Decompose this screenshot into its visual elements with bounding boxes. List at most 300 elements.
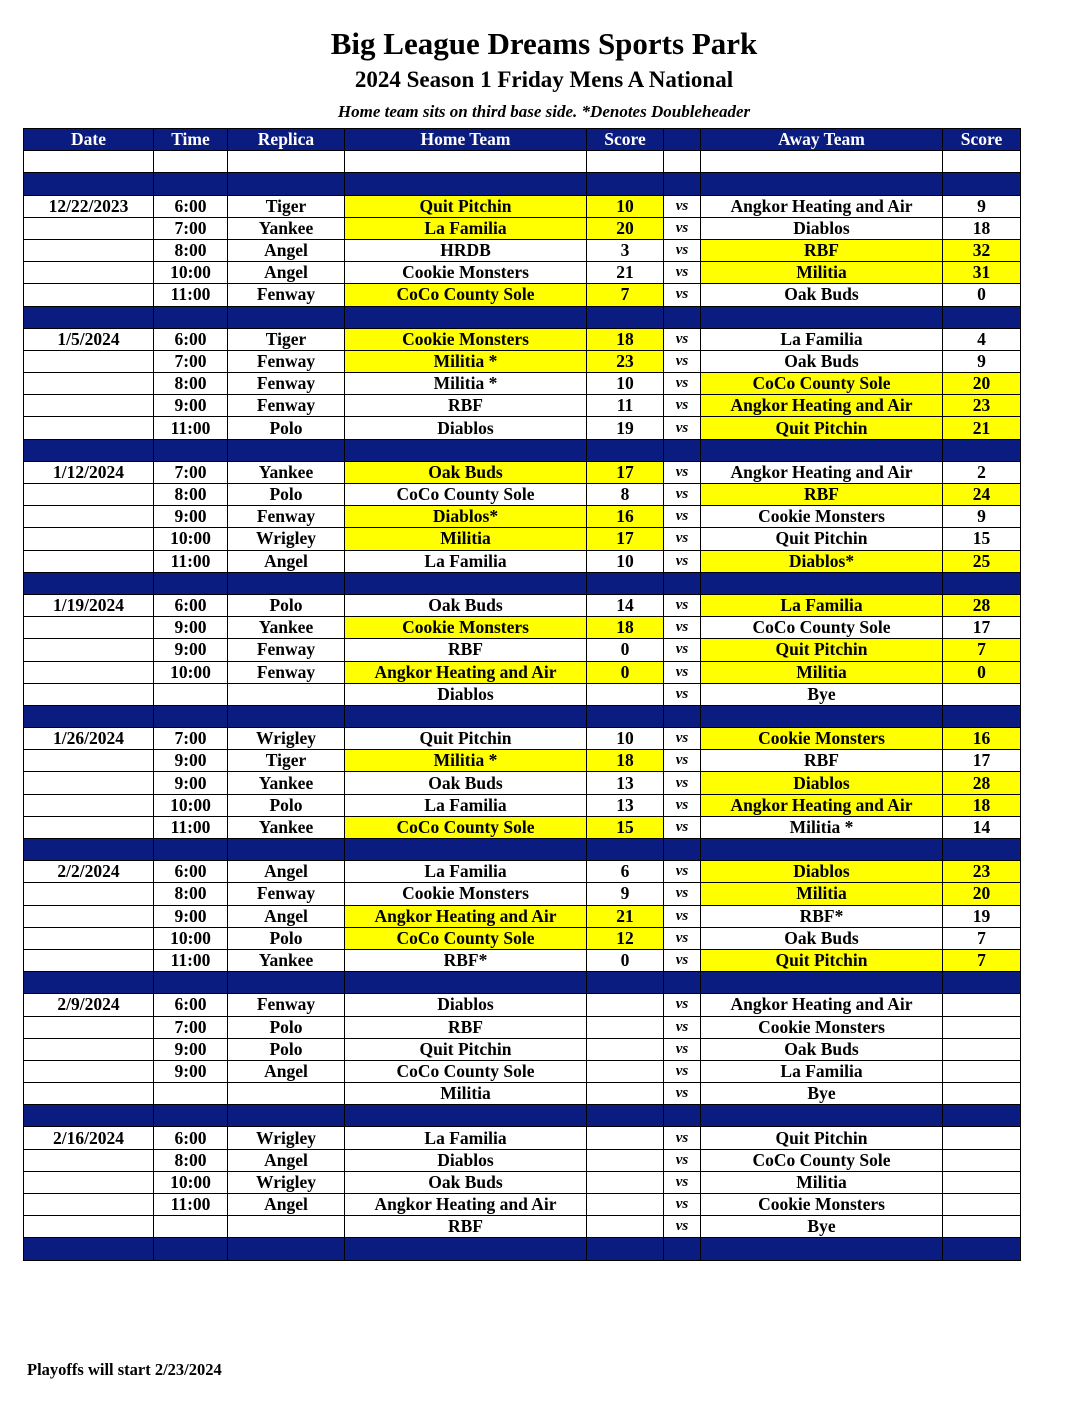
away-team: CoCo County Sole [701, 373, 943, 395]
game-row [24, 195, 1021, 217]
separator-cell [664, 1238, 701, 1260]
vs-label: vs [664, 461, 701, 483]
game-row [24, 1194, 1021, 1216]
separator-cell [154, 839, 228, 861]
separator-cell [24, 173, 154, 195]
separator-cell [664, 705, 701, 727]
away-score: 21 [943, 417, 1021, 439]
home-score [587, 1171, 664, 1193]
separator-cell [228, 173, 345, 195]
game-row [24, 217, 1021, 239]
game-replica: Tiger [228, 328, 345, 350]
game-row [24, 1083, 1021, 1105]
game-time: 10:00 [154, 927, 228, 949]
away-team: Quit Pitchin [701, 528, 943, 550]
away-score [943, 1194, 1021, 1216]
game-row [24, 1149, 1021, 1171]
away-score: 16 [943, 728, 1021, 750]
away-score [943, 1016, 1021, 1038]
game-time: 11:00 [154, 1194, 228, 1216]
away-team: Angkor Heating and Air [701, 994, 943, 1016]
home-team: Diablos [345, 994, 587, 1016]
game-replica: Angel [228, 861, 345, 883]
col-header-time: Time [154, 129, 228, 151]
vs-label: vs [664, 661, 701, 683]
separator-cell [701, 972, 943, 994]
home-team: CoCo County Sole [345, 816, 587, 838]
separator-cell [664, 306, 701, 328]
home-team: Militia * [345, 750, 587, 772]
week-separator-row [24, 1105, 1021, 1127]
separator-cell [701, 839, 943, 861]
game-date [24, 1016, 154, 1038]
home-score: 16 [587, 506, 664, 528]
game-time: 9:00 [154, 905, 228, 927]
vs-label: vs [664, 750, 701, 772]
home-score [587, 1016, 664, 1038]
game-time: 6:00 [154, 861, 228, 883]
game-date [24, 417, 154, 439]
separator-cell [587, 306, 664, 328]
vs-label: vs [664, 1083, 701, 1105]
game-replica: Yankee [228, 949, 345, 971]
game-replica: Wrigley [228, 728, 345, 750]
page-subtitle: 2024 Season 1 Friday Mens A National [354, 67, 734, 92]
away-team: Quit Pitchin [701, 417, 943, 439]
home-score: 6 [587, 861, 664, 883]
game-replica [228, 1216, 345, 1238]
game-time: 7:00 [154, 217, 228, 239]
home-score: 8 [587, 484, 664, 506]
vs-label: vs [664, 1149, 701, 1171]
home-score: 7 [587, 284, 664, 306]
game-time [154, 683, 228, 705]
game-row [24, 239, 1021, 261]
away-team: Cookie Monsters [701, 506, 943, 528]
away-team: Militia [701, 661, 943, 683]
home-score: 10 [587, 550, 664, 572]
away-team: Quit Pitchin [701, 639, 943, 661]
away-score: 23 [943, 395, 1021, 417]
away-team: Angkor Heating and Air [701, 461, 943, 483]
home-team: Quit Pitchin [345, 1038, 587, 1060]
home-team: RBF [345, 639, 587, 661]
away-team: Angkor Heating and Air [701, 395, 943, 417]
away-score: 9 [943, 195, 1021, 217]
away-score: 15 [943, 528, 1021, 550]
game-replica: Angel [228, 550, 345, 572]
separator-cell [943, 306, 1021, 328]
game-date [24, 550, 154, 572]
separator-cell [345, 173, 587, 195]
game-row [24, 550, 1021, 572]
away-team: Cookie Monsters [701, 728, 943, 750]
game-row [24, 484, 1021, 506]
game-row [24, 861, 1021, 883]
game-row [24, 1171, 1021, 1193]
separator-cell [228, 439, 345, 461]
game-replica: Wrigley [228, 1171, 345, 1193]
week-separator-row [24, 839, 1021, 861]
game-date: 2/9/2024 [24, 994, 154, 1016]
col-header-vs [664, 129, 701, 151]
separator-cell [154, 306, 228, 328]
vs-label: vs [664, 883, 701, 905]
game-row [24, 772, 1021, 794]
away-team: CoCo County Sole [701, 617, 943, 639]
separator-cell [24, 1105, 154, 1127]
col-header-away-team: Away Team [701, 129, 943, 151]
separator-cell [943, 439, 1021, 461]
away-score: 18 [943, 217, 1021, 239]
away-team: La Familia [701, 594, 943, 616]
vs-label: vs [664, 217, 701, 239]
home-score: 18 [587, 750, 664, 772]
away-score [943, 994, 1021, 1016]
game-row [24, 528, 1021, 550]
game-time: 11:00 [154, 550, 228, 572]
vs-label: vs [664, 195, 701, 217]
home-team: Militia [345, 528, 587, 550]
away-team: Diablos [701, 861, 943, 883]
home-team: RBF [345, 395, 587, 417]
separator-cell [701, 705, 943, 727]
vs-label: vs [664, 550, 701, 572]
game-row [24, 1060, 1021, 1082]
vs-label: vs [664, 816, 701, 838]
game-time: 10:00 [154, 528, 228, 550]
game-replica: Fenway [228, 883, 345, 905]
game-date [24, 395, 154, 417]
game-date: 1/5/2024 [24, 328, 154, 350]
separator-cell [228, 306, 345, 328]
away-score: 18 [943, 794, 1021, 816]
game-time: 10:00 [154, 794, 228, 816]
game-row [24, 883, 1021, 905]
game-date [24, 1060, 154, 1082]
vs-label: vs [664, 373, 701, 395]
vs-label: vs [664, 395, 701, 417]
game-row [24, 594, 1021, 616]
separator-cell [587, 1105, 664, 1127]
home-score [587, 683, 664, 705]
schedule-table [23, 128, 1021, 1261]
home-team: Diablos* [345, 506, 587, 528]
game-replica: Wrigley [228, 1127, 345, 1149]
game-row [24, 1016, 1021, 1038]
game-time: 6:00 [154, 994, 228, 1016]
separator-cell [24, 572, 154, 594]
game-row [24, 661, 1021, 683]
home-score: 17 [587, 528, 664, 550]
game-replica: Fenway [228, 661, 345, 683]
game-replica [228, 683, 345, 705]
home-score: 0 [587, 639, 664, 661]
separator-cell [228, 705, 345, 727]
vs-label: vs [664, 728, 701, 750]
page-title: Big League Dreams Sports Park [330, 26, 758, 61]
game-time: 8:00 [154, 883, 228, 905]
game-time: 9:00 [154, 639, 228, 661]
vs-label: vs [664, 528, 701, 550]
game-date [24, 617, 154, 639]
away-score: 14 [943, 816, 1021, 838]
home-team: Cookie Monsters [345, 617, 587, 639]
vs-label: vs [664, 949, 701, 971]
game-replica: Polo [228, 594, 345, 616]
away-team: Oak Buds [701, 927, 943, 949]
vs-label: vs [664, 772, 701, 794]
week-separator-row [24, 439, 1021, 461]
game-row [24, 395, 1021, 417]
game-replica: Yankee [228, 217, 345, 239]
game-date [24, 794, 154, 816]
separator-cell [664, 439, 701, 461]
home-score: 10 [587, 728, 664, 750]
separator-cell [154, 1105, 228, 1127]
vs-label: vs [664, 594, 701, 616]
home-team: RBF [345, 1016, 587, 1038]
game-row [24, 994, 1021, 1016]
separator-cell [701, 173, 943, 195]
separator-cell [345, 705, 587, 727]
away-score: 25 [943, 550, 1021, 572]
home-score: 20 [587, 217, 664, 239]
home-score: 3 [587, 239, 664, 261]
away-score: 32 [943, 239, 1021, 261]
vs-label: vs [664, 1171, 701, 1193]
vs-label: vs [664, 328, 701, 350]
home-score: 19 [587, 417, 664, 439]
game-time: 6:00 [154, 195, 228, 217]
home-team: CoCo County Sole [345, 484, 587, 506]
home-team: Cookie Monsters [345, 328, 587, 350]
game-row [24, 949, 1021, 971]
home-team: CoCo County Sole [345, 927, 587, 949]
vs-label: vs [664, 794, 701, 816]
home-score: 23 [587, 350, 664, 372]
separator-cell [345, 1105, 587, 1127]
away-team: Cookie Monsters [701, 1194, 943, 1216]
away-team: Cookie Monsters [701, 1016, 943, 1038]
game-time: 8:00 [154, 1149, 228, 1171]
home-score: 14 [587, 594, 664, 616]
game-date [24, 350, 154, 372]
game-time [154, 1216, 228, 1238]
week-separator-row [24, 306, 1021, 328]
vs-label: vs [664, 927, 701, 949]
game-replica: Fenway [228, 639, 345, 661]
game-replica: Angel [228, 1149, 345, 1171]
separator-cell [345, 572, 587, 594]
col-header-home-score: Score [587, 129, 664, 151]
game-time [154, 1083, 228, 1105]
separator-cell [664, 1105, 701, 1127]
home-score: 10 [587, 195, 664, 217]
game-replica: Angel [228, 905, 345, 927]
game-row [24, 417, 1021, 439]
game-time: 10:00 [154, 661, 228, 683]
game-row [24, 905, 1021, 927]
away-team: Oak Buds [701, 284, 943, 306]
separator-cell [943, 572, 1021, 594]
separator-cell [664, 572, 701, 594]
separator-cell [345, 972, 587, 994]
game-replica: Wrigley [228, 528, 345, 550]
game-time: 9:00 [154, 395, 228, 417]
game-replica: Fenway [228, 284, 345, 306]
vs-label: vs [664, 1016, 701, 1038]
game-date [24, 373, 154, 395]
vs-label: vs [664, 284, 701, 306]
away-team: Diablos* [701, 550, 943, 572]
home-team: La Familia [345, 1127, 587, 1149]
separator-cell [587, 173, 664, 195]
away-team: RBF* [701, 905, 943, 927]
game-date [24, 683, 154, 705]
game-date: 1/19/2024 [24, 594, 154, 616]
home-score [587, 1060, 664, 1082]
game-replica: Angel [228, 1060, 345, 1082]
game-replica: Polo [228, 794, 345, 816]
home-score: 21 [587, 262, 664, 284]
separator-cell [24, 1238, 154, 1260]
away-score: 4 [943, 328, 1021, 350]
home-team: CoCo County Sole [345, 284, 587, 306]
separator-cell [587, 572, 664, 594]
game-time: 9:00 [154, 772, 228, 794]
game-date [24, 949, 154, 971]
game-time: 9:00 [154, 506, 228, 528]
game-row [24, 683, 1021, 705]
game-row [24, 262, 1021, 284]
vs-label: vs [664, 1216, 701, 1238]
separator-cell [664, 972, 701, 994]
home-score [587, 1127, 664, 1149]
vs-label: vs [664, 683, 701, 705]
game-row [24, 728, 1021, 750]
game-date [24, 1194, 154, 1216]
game-replica: Polo [228, 484, 345, 506]
home-team: CoCo County Sole [345, 1060, 587, 1082]
away-score: 28 [943, 772, 1021, 794]
game-replica: Fenway [228, 994, 345, 1016]
col-header-replica: Replica [228, 129, 345, 151]
home-score: 12 [587, 927, 664, 949]
game-date [24, 883, 154, 905]
game-time: 7:00 [154, 350, 228, 372]
game-time: 9:00 [154, 617, 228, 639]
game-date [24, 1038, 154, 1060]
vs-label: vs [664, 861, 701, 883]
game-row [24, 639, 1021, 661]
week-separator-row [24, 972, 1021, 994]
away-team: Diablos [701, 217, 943, 239]
game-time: 9:00 [154, 1060, 228, 1082]
week-separator-row [24, 1238, 1021, 1260]
game-date [24, 661, 154, 683]
separator-cell [943, 972, 1021, 994]
separator-cell [228, 1105, 345, 1127]
home-score [587, 1149, 664, 1171]
away-score: 7 [943, 639, 1021, 661]
game-date [24, 506, 154, 528]
away-team: Quit Pitchin [701, 949, 943, 971]
away-score: 17 [943, 750, 1021, 772]
away-score [943, 1149, 1021, 1171]
vs-label: vs [664, 506, 701, 528]
game-date: 2/16/2024 [24, 1127, 154, 1149]
home-team: Angkor Heating and Air [345, 1194, 587, 1216]
away-score: 24 [943, 484, 1021, 506]
away-team: Bye [701, 1083, 943, 1105]
away-score: 9 [943, 506, 1021, 528]
game-row [24, 1038, 1021, 1060]
away-score [943, 1038, 1021, 1060]
home-score: 17 [587, 461, 664, 483]
home-score: 21 [587, 905, 664, 927]
away-score [943, 1060, 1021, 1082]
vs-label: vs [664, 639, 701, 661]
home-team: Militia * [345, 373, 587, 395]
game-row [24, 284, 1021, 306]
separator-cell [345, 1238, 587, 1260]
game-date [24, 484, 154, 506]
separator-cell [701, 439, 943, 461]
separator-cell [154, 1238, 228, 1260]
separator-cell [228, 572, 345, 594]
home-team: Diablos [345, 683, 587, 705]
game-time: 11:00 [154, 949, 228, 971]
separator-cell [943, 1105, 1021, 1127]
vs-label: vs [664, 484, 701, 506]
separator-cell [345, 439, 587, 461]
game-replica [228, 1083, 345, 1105]
away-score: 28 [943, 594, 1021, 616]
home-team: RBF* [345, 949, 587, 971]
week-separator-row [24, 572, 1021, 594]
separator-cell [664, 839, 701, 861]
home-score: 11 [587, 395, 664, 417]
away-score [943, 1127, 1021, 1149]
separator-cell [587, 972, 664, 994]
home-team: Angkor Heating and Air [345, 905, 587, 927]
game-date [24, 262, 154, 284]
game-replica: Polo [228, 1016, 345, 1038]
away-score: 0 [943, 661, 1021, 683]
away-team: Quit Pitchin [701, 1127, 943, 1149]
vs-label: vs [664, 1060, 701, 1082]
game-row [24, 350, 1021, 372]
away-score: 23 [943, 861, 1021, 883]
game-time: 7:00 [154, 728, 228, 750]
game-date [24, 1171, 154, 1193]
game-time: 11:00 [154, 816, 228, 838]
game-date [24, 639, 154, 661]
separator-cell [587, 439, 664, 461]
home-team: Oak Buds [345, 1171, 587, 1193]
home-team: La Familia [345, 217, 587, 239]
game-replica: Angel [228, 262, 345, 284]
game-row [24, 617, 1021, 639]
away-team: RBF [701, 484, 943, 506]
home-score: 15 [587, 816, 664, 838]
vs-label: vs [664, 1194, 701, 1216]
away-team: Bye [701, 1216, 943, 1238]
game-time: 7:00 [154, 1016, 228, 1038]
game-replica: Tiger [228, 750, 345, 772]
away-score: 17 [943, 617, 1021, 639]
